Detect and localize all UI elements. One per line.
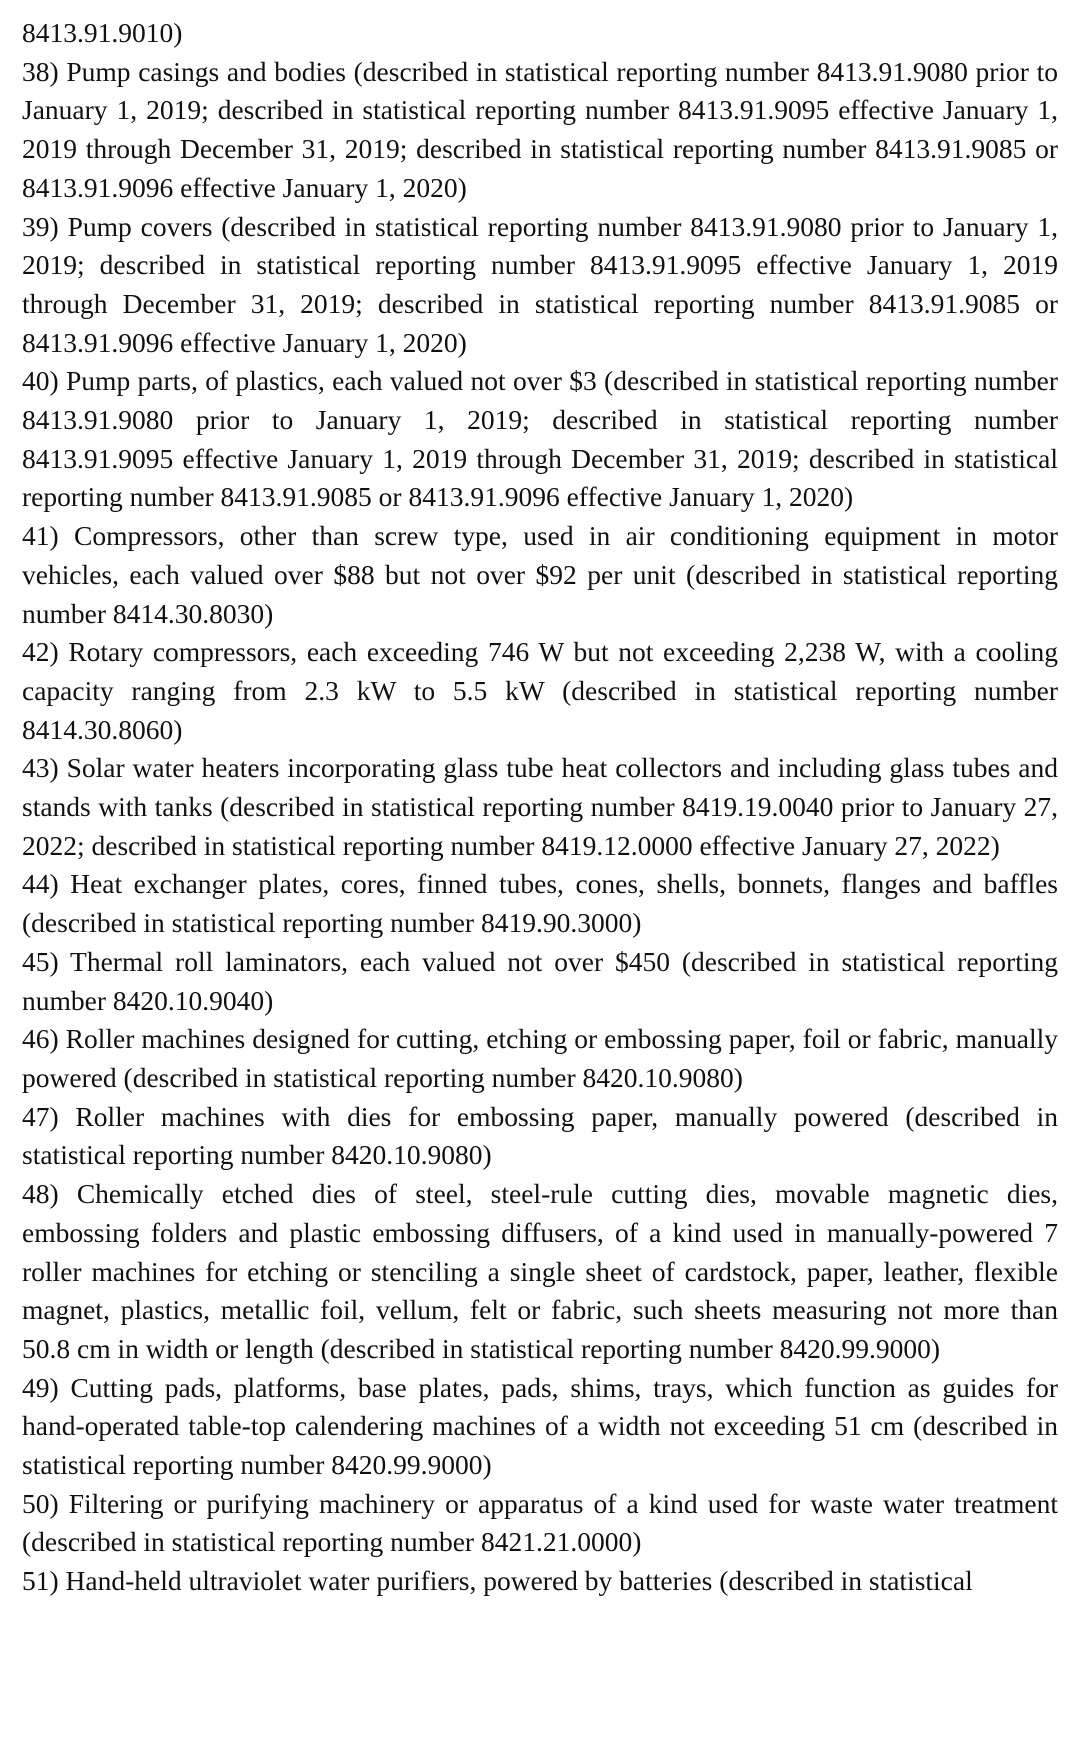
list-item-42	[22, 633, 1058, 749]
item-text: Pump covers (described in statistical reporting number 8413.91.9080 prior to January 1, 2019; described in statistical reporting number 8413.91.9095 effective January 1, 2019 through December 31, 2019; described in statistical reporting number 8413.91.9085 or 8413.91.9096 effective January 1, 2020)	[22, 210, 1058, 358]
item-number: 41)	[22, 520, 59, 552]
list-item-46	[22, 1020, 1058, 1097]
item-text: Chemically etched dies of steel, steel-rule cutting dies, movable magnetic dies, embossing folders and plastic embossing diffusers, of a kind used in manually-powered 7 roller machines for etching or stenciling a single sheet of cardstock, paper, leather, flexible magnet, plastics, metallic foil, vellum, felt or fabric, such sheets measuring not more than 50.8 cm in width or length (described in statistical reporting number 8420.99.9000)	[22, 1178, 1059, 1364]
item-number: 51)	[22, 1565, 59, 1597]
item-number: 49)	[22, 1371, 59, 1403]
list-item-51	[22, 1562, 1058, 1601]
item-number: 44)	[22, 868, 59, 900]
item-text: Compressors, other than screw type, used in air conditioning equipment in motor vehicles, each valued over $88 but not over $92 per unit (described in statistical reporting number 8414.30.8030)	[22, 520, 1059, 629]
item-number: 40)	[22, 365, 59, 397]
item-number: 50)	[22, 1487, 59, 1519]
item-text: Pump casings and bodies (described in statistical reporting number 8413.91.9080 prior to January 1, 2019; described in statistical reporting number 8413.91.9095 effective January 1, 2019 through December 31, 2019; described in statistical reporting number 8413.91.9085 or 8413.91.9096 effective January 1, 2020)	[22, 55, 1059, 203]
item-text: Cutting pads, platforms, base plates, pads, shims, trays, which function as guides for hand-operated table-top calendering machines of a width not exceeding 51 cm (described in statistical reporting number 8420.99.9000)	[22, 1371, 1058, 1481]
item-number: 39)	[22, 210, 59, 242]
item-text: Hand-held ultraviolet water purifiers, powered by batteries (described in statistical	[65, 1565, 973, 1597]
list-item-40	[22, 362, 1058, 517]
item-number: 38)	[22, 55, 59, 87]
item-number: 45)	[22, 945, 59, 977]
item-text: Solar water heaters incorporating glass tube heat collectors and including glass tubes and stands with tanks (described in statistical reporting number 8419.19.0040 prior to January 27, 2022; described in statistical reporting number 8419.12.0000 effective January 27, 2022)	[22, 752, 1058, 861]
list-item-50	[22, 1485, 1058, 1562]
item-number: 47)	[22, 1100, 59, 1132]
item-text: Filtering or purifying machinery or apparatus of a kind used for waste water treatment (described in statistical reporting number 8421.21.0000)	[22, 1487, 1058, 1558]
item-number: 43)	[22, 752, 59, 784]
list-item-48	[22, 1175, 1058, 1369]
list-item-45	[22, 943, 1058, 1020]
list-item-44	[22, 865, 1058, 942]
list-item-38	[22, 53, 1058, 208]
item-number: 46)	[22, 1023, 59, 1055]
item-text: Thermal roll laminators, each valued not over $450 (described in statistical reporting number 8420.10.9040)	[22, 945, 1058, 1016]
item-text: Pump parts, of plastics, each valued not over $3 (described in statistical reporting number 8413.91.9080 prior to January 1, 2019; described in statistical reporting number 8413.91.9095 effective January 1, 2019 through December 31, 2019; described in statistical reporting number 8413.91.9085 or 8413.91.9096 effective January 1, 2020)	[22, 365, 1058, 513]
list-item-41	[22, 517, 1058, 633]
item-text: Heat exchanger plates, cores, finned tubes, cones, shells, bonnets, flanges and baffles (described in statistical reporting number 8419.90.3000)	[22, 868, 1059, 939]
item-text: Roller machines designed for cutting, etching or embossing paper, foil or fabric, manually powered (described in statistical reporting number 8420.10.9080)	[22, 1023, 1058, 1093]
document-page	[22, 14, 1058, 1601]
list-item-39	[22, 208, 1058, 363]
list-item-43	[22, 749, 1058, 865]
item-number: 42)	[22, 636, 59, 668]
item-text: Rotary compressors, each exceeding 746 W but not exceeding 2,238 W, with a cooling capacity ranging from 2.3 kW to 5.5 kW (described in statistical reporting number 8414.30.8060)	[22, 636, 1059, 745]
item-number: 48)	[22, 1178, 59, 1210]
list-item-47	[22, 1098, 1058, 1175]
item-text: Roller machines with dies for embossing paper, manually powered (described in statistical reporting number 8420.10.9080)	[22, 1100, 1058, 1171]
list-item-49	[22, 1369, 1058, 1485]
leading-fragment: 8413.91.9010)	[22, 17, 183, 48]
